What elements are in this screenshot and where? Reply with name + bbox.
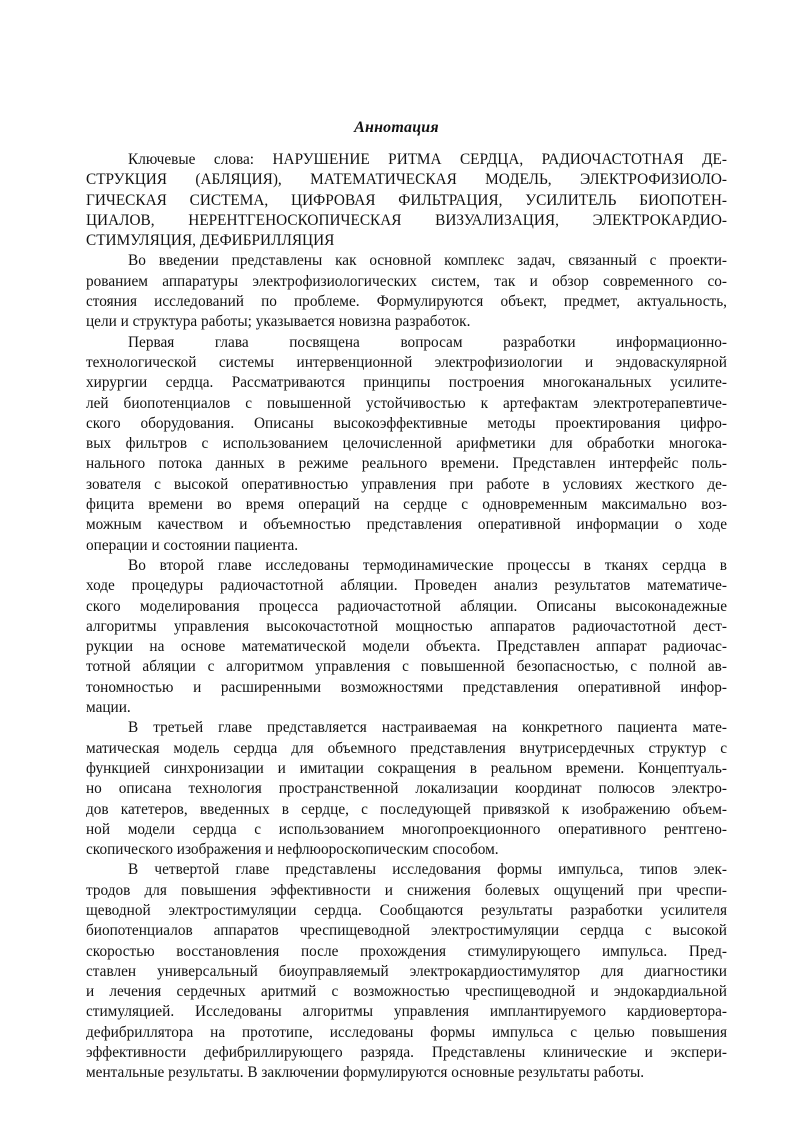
text-line: В четвертой главе представлены исследования формы импульса, типов элек- xyxy=(128,861,727,879)
text-line: рукции на основе математической модели объекта. Представлен аппарат радиочас- xyxy=(86,638,727,656)
text-line: Ключевые слова: НАРУШЕНИЕ РИТМА СЕРДЦА, РАДИОЧАСТОТНАЯ ДЕ- xyxy=(128,151,727,168)
text-line: В третьей главе представляется настраиваемая на конкретного пациента мате- xyxy=(128,719,727,737)
annotation-title: Аннотация xyxy=(354,119,439,136)
text-line: цели и структура работы; указывается новизна разработок. xyxy=(86,313,471,331)
paragraph xyxy=(86,718,727,860)
text-line: СТИМУЛЯЦИЯ, ДЕФИБРИЛЛЯЦИЯ xyxy=(86,232,335,250)
text-line: Во введении представлены как основной комплекс задач, связанный с проекти- xyxy=(128,252,727,270)
text-line: тродов для повышения эффективности и снижения болевых ощущений при чреспи- xyxy=(86,881,727,899)
text-line: стимуляцией. Исследованы алгоритмы управления имплантируемого кардиовертора- xyxy=(86,1003,727,1021)
text-line: функцией синхронизации и имитации сокращения в реальном времени. Концептуаль- xyxy=(86,759,727,777)
text-line: СТРУКЦИЯ (АБЛЯЦИЯ), МАТЕМАТИЧЕСКАЯ МОДЕЛЬ, ЭЛЕКТРОФИЗИОЛО- xyxy=(86,171,727,189)
text-line: матическая модель сердца для объемного представления внутрисердечных структур с xyxy=(86,739,727,757)
text-line: ставлен универсальный биоуправляемый электрокардиостимулятор для диагностики xyxy=(86,962,727,980)
text-line: можным качеством и объемностью представления оперативной информации о ходе xyxy=(86,516,727,534)
text-line: рованием аппаратуры электрофизиологических систем, так и обзор современного со- xyxy=(86,272,727,290)
text-line: скопического изображения и нефлюороскопическим способом. xyxy=(86,841,499,859)
paragraph xyxy=(86,860,727,1083)
text-line: мации. xyxy=(86,699,131,717)
text-line: нального потока данных в режиме реального времени. Представлен интерфейс поль- xyxy=(86,455,727,473)
annotation-body xyxy=(86,150,727,1084)
text-line: ходе процедуры радиочастотной абляции. Проведен анализ результатов математиче- xyxy=(86,577,727,595)
text-line: технологической системы интервенционной электрофизиологии и эндоваскулярной xyxy=(86,353,727,371)
text-line: но описана технология пространственной локализации координат полюсов электро- xyxy=(86,780,727,798)
text-line: стояния исследований по проблеме. Формулируются объект, предмет, актуальность, xyxy=(86,293,727,311)
text-line: операции и состоянии пациента. xyxy=(86,536,299,554)
text-line: зователя с высокой оперативностью управления при работе в условиях жесткого де- xyxy=(86,475,727,493)
paragraph xyxy=(86,150,727,251)
paragraph xyxy=(86,333,727,556)
text-line: тономностью и расширенными возможностями представления оперативной инфор- xyxy=(86,678,727,696)
text-line: ского моделирования процесса радиочастотной абляции. Описаны высоконадежные xyxy=(86,597,727,615)
text-line: и лечения сердечных аритмий с возможностью чреспищеводной и эндокардиальной xyxy=(86,983,727,1001)
text-line: хирургии сердца. Рассматриваются принципы построения многоканальных усилите- xyxy=(86,374,727,392)
text-line: алгоритмы управления высокочастотной мощностью аппаратов радиочастотной дест- xyxy=(86,617,727,635)
text-line: ЦИАЛОВ, НЕРЕНТГЕНОСКОПИЧЕСКАЯ ВИЗУАЛИЗАЦИЯ, ЭЛЕКТРОКАРДИО- xyxy=(86,211,727,229)
text-line: дефибриллятора на прототипе, исследованы формы импульса с целью повышения xyxy=(86,1023,727,1041)
text-line: эффективности дефибриллирующего разряда. Представлены клинические и экспери- xyxy=(86,1044,727,1062)
text-line: ной модели сердца с использованием многопроекционного оперативного рентгено- xyxy=(86,820,727,838)
paragraph xyxy=(86,556,727,718)
text-line: щеводной электростимуляции сердца. Сообщаются результаты разработки усилителя xyxy=(86,901,727,919)
text-line: ГИЧЕСКАЯ СИСТЕМА, ЦИФРОВАЯ ФИЛЬТРАЦИЯ, УСИЛИТЕЛЬ БИОПОТЕН- xyxy=(86,191,727,209)
text-line: лей биопотенциалов с повышенной устойчивостью к артефактам электротерапевтиче- xyxy=(86,394,727,412)
text-line: фицита времени во время операций на сердце с одновременным максимально воз- xyxy=(86,496,727,514)
text-line: скоростью восстановления после прохождения стимулирующего импульса. Пред- xyxy=(86,942,727,960)
text-line: вых фильтров с использованием целочисленной арифметики для обработки многока- xyxy=(86,435,727,453)
text-line: дов катетеров, введенных в сердце, с последующей привязкой к изображению объем- xyxy=(86,800,727,818)
text-line: Во второй главе исследованы термодинамические процессы в тканях сердца в xyxy=(128,556,727,574)
text-line: ского оборудования. Описаны высокоэффективные методы проектирования цифро- xyxy=(86,414,727,432)
text-line: Первая глава посвящена вопросам разработки информационно- xyxy=(128,333,727,351)
paragraph xyxy=(86,251,727,332)
text-line: тотной абляции с алгоритмом управления с повышенной безопасностью, с полной ав- xyxy=(86,658,727,676)
text-line: биопотенциалов аппаратов чреспищеводной электростимуляции сердца с высокой xyxy=(86,922,727,940)
text-line: ментальные результаты. В заключении формулируются основные результаты работы. xyxy=(86,1064,645,1082)
